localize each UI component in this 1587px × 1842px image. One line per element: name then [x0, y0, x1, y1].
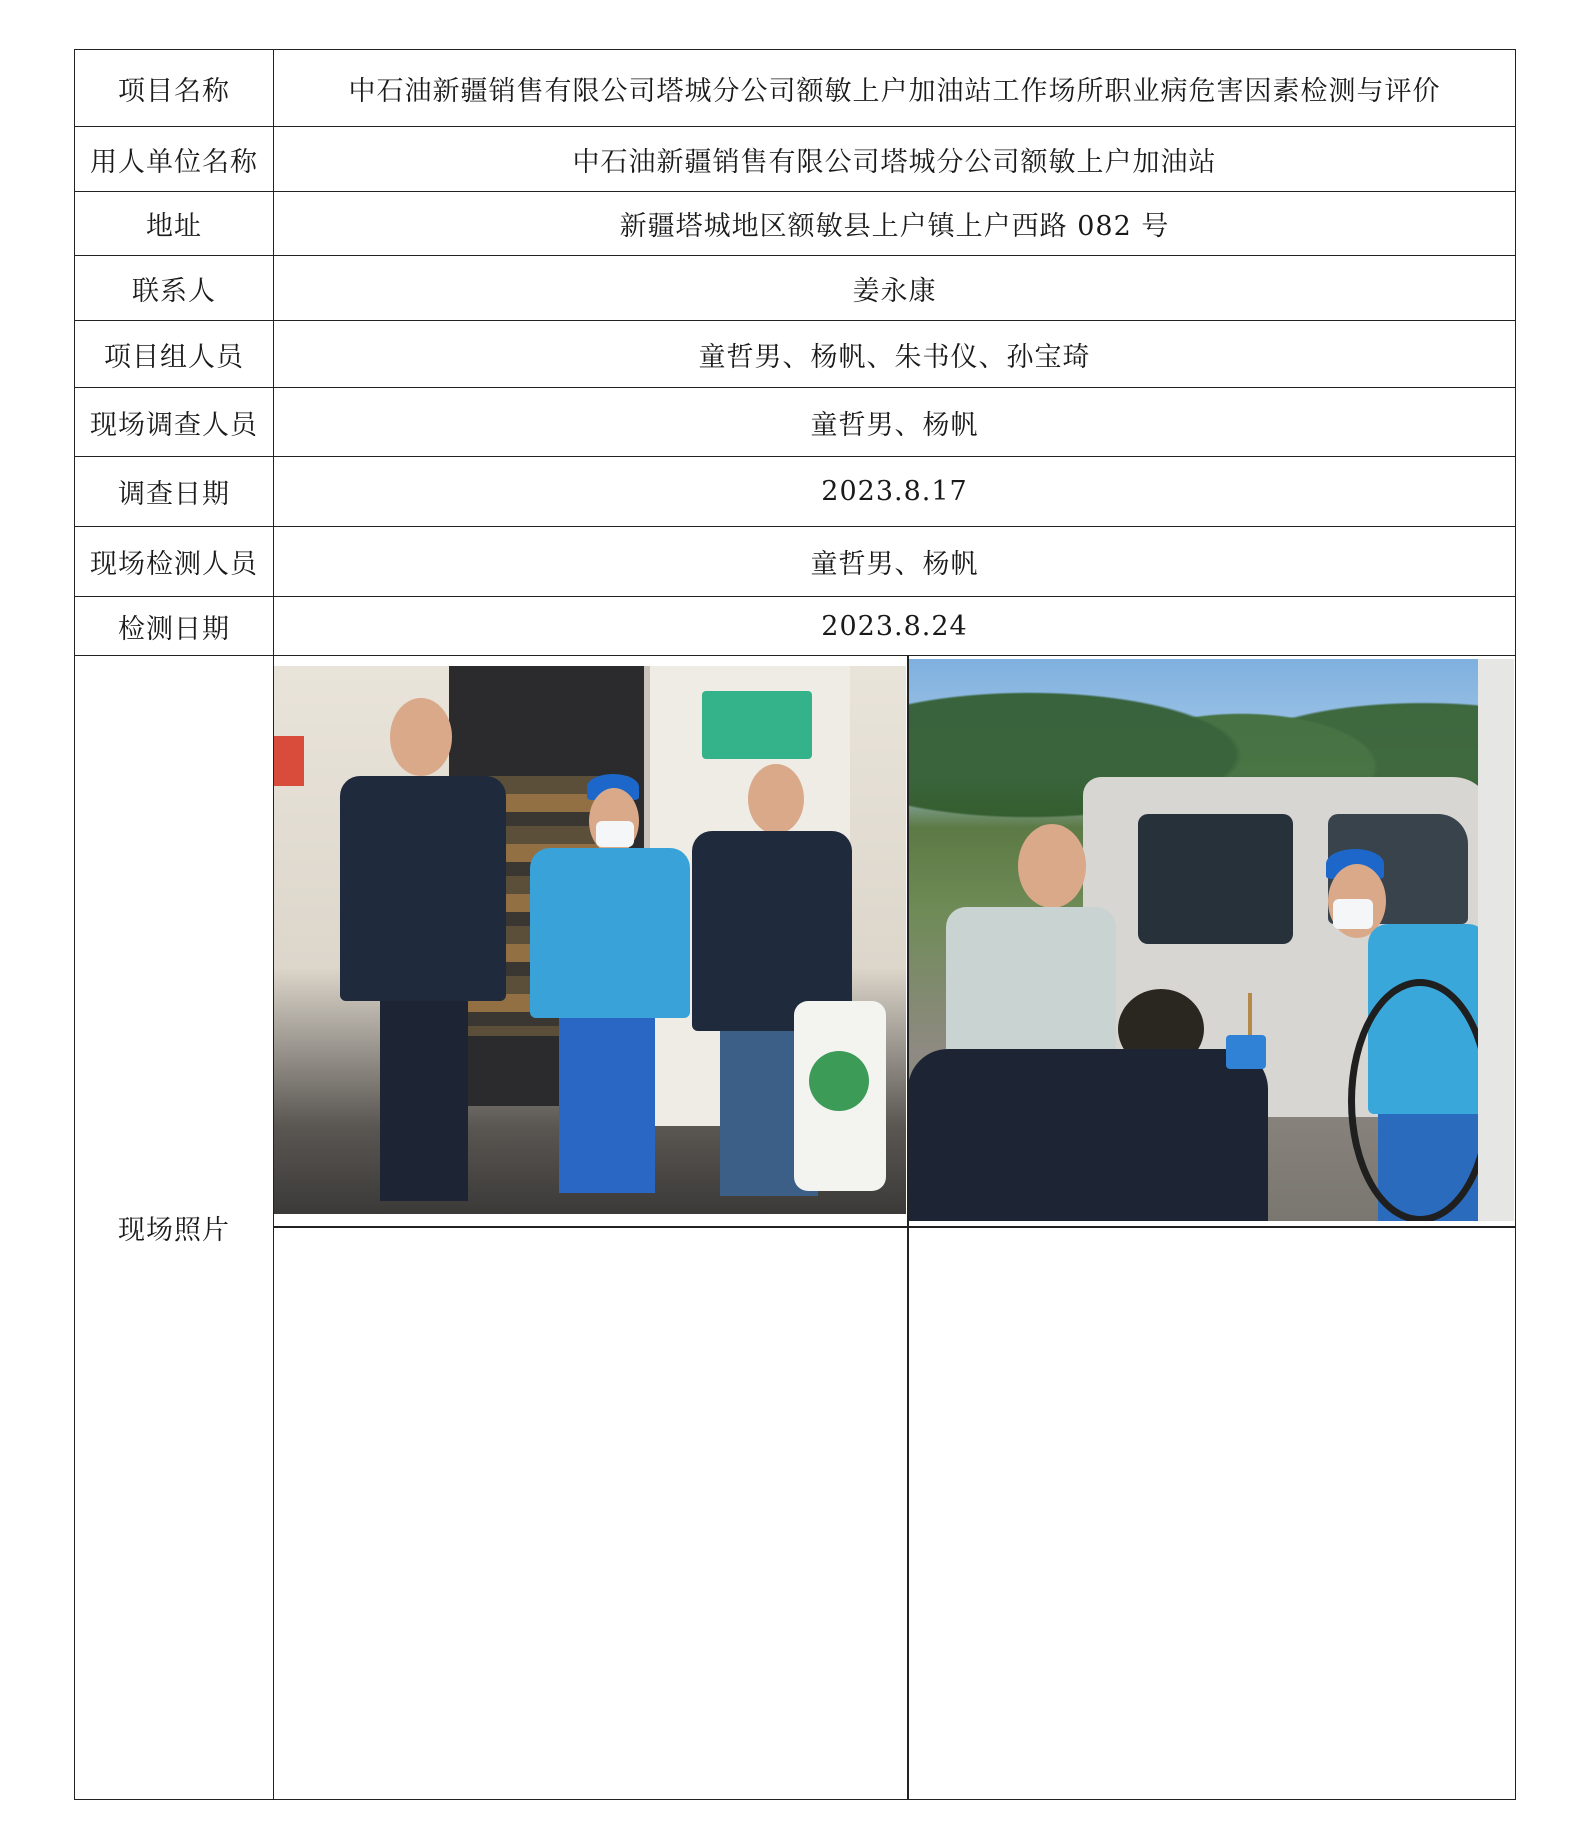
project-name-value: 中石油新疆销售有限公司塔城分公司额敏上户加油站工作场所职业病危害因素检测与评价 — [274, 50, 1516, 127]
table-row — [75, 127, 1516, 192]
document-sheet — [74, 49, 1515, 1791]
table-row — [75, 50, 1516, 127]
survey-date-value: 2023.8.17 — [274, 457, 1516, 527]
testing-staff-label: 现场检测人员 — [75, 527, 274, 597]
address-value: 新疆塔城地区额敏县上户镇上户西路 082 号 — [274, 192, 1516, 256]
testing-date-label: 检测日期 — [75, 597, 274, 656]
project-name-label: 项目名称 — [75, 50, 274, 127]
survey-date-label: 调查日期 — [75, 457, 274, 527]
survey-staff-value: 童哲男、杨帆 — [274, 388, 1516, 457]
detector-device — [1226, 1035, 1266, 1069]
survey-staff-label: 现场调查人员 — [75, 388, 274, 457]
truck-rear-window — [1138, 814, 1293, 944]
sampling-probe — [1248, 993, 1252, 1037]
photo-grid — [274, 656, 1515, 1799]
project-info-table — [74, 49, 1516, 1800]
table-row — [75, 597, 1516, 656]
photo-staff-group — [274, 666, 906, 1214]
photo-divider-horizontal — [274, 1226, 1516, 1228]
table-row — [75, 321, 1516, 388]
table-row — [75, 256, 1516, 321]
wall-sign — [274, 736, 304, 786]
testing-date-value: 2023.8.24 — [274, 597, 1516, 656]
photo-onsite-measurement — [908, 659, 1514, 1221]
address-label: 地址 — [75, 192, 274, 256]
canopy-pillar — [1478, 659, 1514, 1221]
fuel-hose — [1348, 979, 1492, 1221]
site-photos-label: 现场照片 — [75, 656, 274, 1800]
testing-staff-value: 童哲男、杨帆 — [274, 527, 1516, 597]
team-members-value: 童哲男、杨帆、朱书仪、孙宝琦 — [274, 321, 1516, 388]
team-members-label: 项目组人员 — [75, 321, 274, 388]
site-photos-cell — [274, 656, 1516, 1800]
employer-name-value: 中石油新疆销售有限公司塔城分公司额敏上户加油站 — [274, 127, 1516, 192]
table-row — [75, 527, 1516, 597]
table-row — [75, 656, 1516, 1800]
fertilizer-bag — [794, 1001, 886, 1191]
table-row — [75, 192, 1516, 256]
door-poster — [702, 691, 812, 759]
table-row — [75, 457, 1516, 527]
contact-value: 姜永康 — [274, 256, 1516, 321]
photo-divider-vertical — [907, 656, 909, 1799]
employer-name-label: 用人单位名称 — [75, 127, 274, 192]
table-row — [75, 388, 1516, 457]
contact-label: 联系人 — [75, 256, 274, 321]
